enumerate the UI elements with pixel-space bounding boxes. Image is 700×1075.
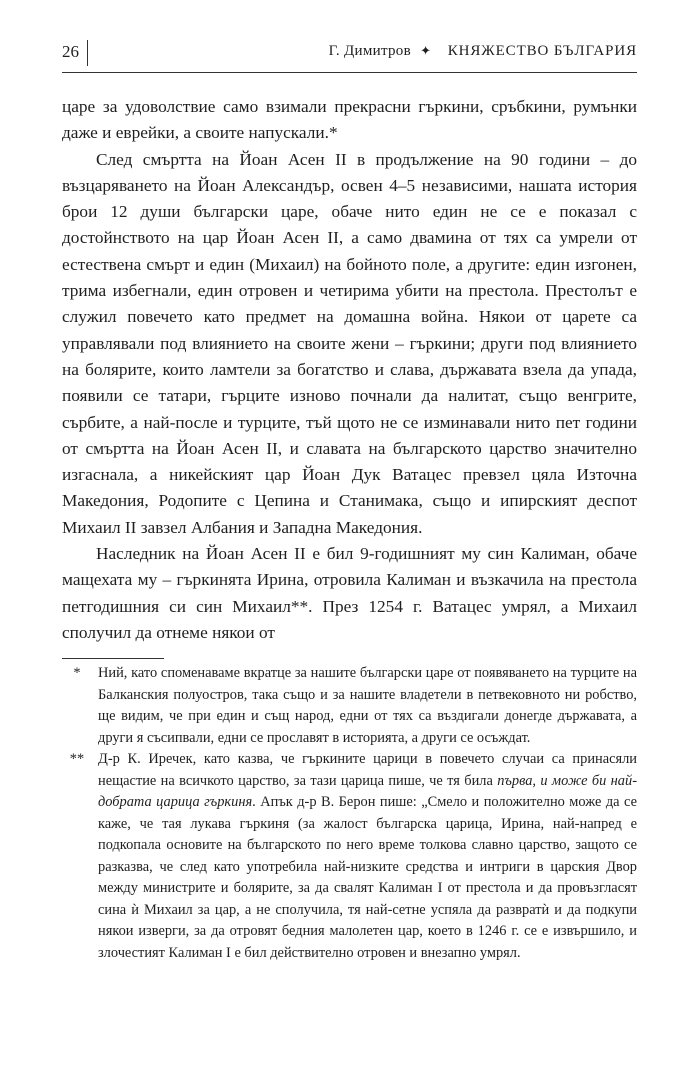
footnote-2-text — [98, 749, 637, 964]
main-text — [62, 94, 637, 646]
paragraph-kaliman: Наследник на Йоан Асен II е бил 9-годишният му син Калиман, обаче мащехата му – гъркинята Ирина, отровила Калиман и възкачила на престола петгодишния си син Михаил**. През 1254 г. Ватацес умрял, а Михаил сполучил да отнеме някои от — [62, 544, 637, 642]
footnotes — [62, 663, 637, 964]
footnote-1 — [62, 663, 637, 749]
footnote-separator — [62, 658, 164, 659]
header-book-title: КНЯЖЕСТВО БЪЛГАРИЯ — [447, 43, 637, 59]
diamond-separator-icon: ✦ — [420, 43, 431, 58]
footnote-2-italic: първа, и може би най-добрата царица гъркиня — [98, 772, 637, 810]
header-vertical-bar — [87, 40, 88, 66]
header-author: Г. Димитров — [328, 43, 411, 59]
paragraph-after-ivan-asen: След смъртта на Йоан Асен II в продължение на 90 години – до възцаряването на Йоан Александър, освен 4–5 независими, нашата история брои 12 души български царе, обаче нито един не се е показал с достойнството на цар Йоан Асен II, а само двамина от тях са умрели от естествена смърт и един (Михаил) на бойното поле, а другите: един изгонен, трима избегнали, един отровен и четирима убити на престола. Престолът е служил повечето като предмет на домашна война. Някои от царете са управлявали под влиянието на своите жени – гъркини; други под влиянието на болярите, които ламтели за богатство и слава, държавата взела да упада, появили се татари, гърците изново почнали да налитат, също венгрите, сърбите, а най-после и турците, тъй щото не се изминавали нито пет години от смъртта на Йоан Асен II, и славата на българското царство значително изгаснала, а никейският цар Йоан Дук Ватацес превзел цяла Източна Македония, Родопите с Цепина и Станимака, също и ипирският деспот Михаил II завзел Албания и Западна Македония. — [62, 149, 637, 537]
footnote-1-mark: * — [73, 665, 81, 681]
paragraph-continuation: царе за удоволствие само взимали прекрасни гъркини, сръбкини, румънки даже и еврейки, а своите напускали.* — [62, 97, 637, 143]
footnote-2-text-a: Д-р К. Иречек, като казва, че гъркините царици в повечето случаи са принасяли нещастие на всичкото царство, за тази царица пише, че тя била — [98, 751, 637, 789]
footnote-1-text: Ний, като споменаваме вкратце за нашите български царе от появяването на турците на Балканския полуостров, така също и за нашите владетели в петвековното ни робство, ще видим, че при един и същ народ, едни от тях са въздигали донегде държавата, а други я съсипвали, едни се прославят в историята, а други се осъждат. — [98, 665, 637, 746]
footnote-2-mark: ** — [69, 751, 85, 767]
footnote-2-text-b: . Апък д-р В. Берон пише: „Смело и положително може да се каже, че тая лукава гъркиня (за жалост българска царица, Ирина, най-напред е подкопала основите на българското по него време толкова славно царство, защото се разказва, че след като употребила най-низките средства и интриги в царския Двор между министрите и болярите, за да свалят Калиман I от престола и да провъзгласят сина ѝ Михаил за цар, а не сполучила, тя най-сетне успяла да развратѝ и да подкупи някои изверги, за да отровят бедния малолетен цар, което в 1246 г. се е извършило, и злочестият Калиман I е бил действително отровен и внезапно умрял. — [98, 794, 637, 961]
header-rule — [62, 72, 637, 73]
footnote-2 — [62, 749, 637, 964]
running-header — [62, 40, 637, 80]
page-number: 26 — [62, 42, 79, 61]
